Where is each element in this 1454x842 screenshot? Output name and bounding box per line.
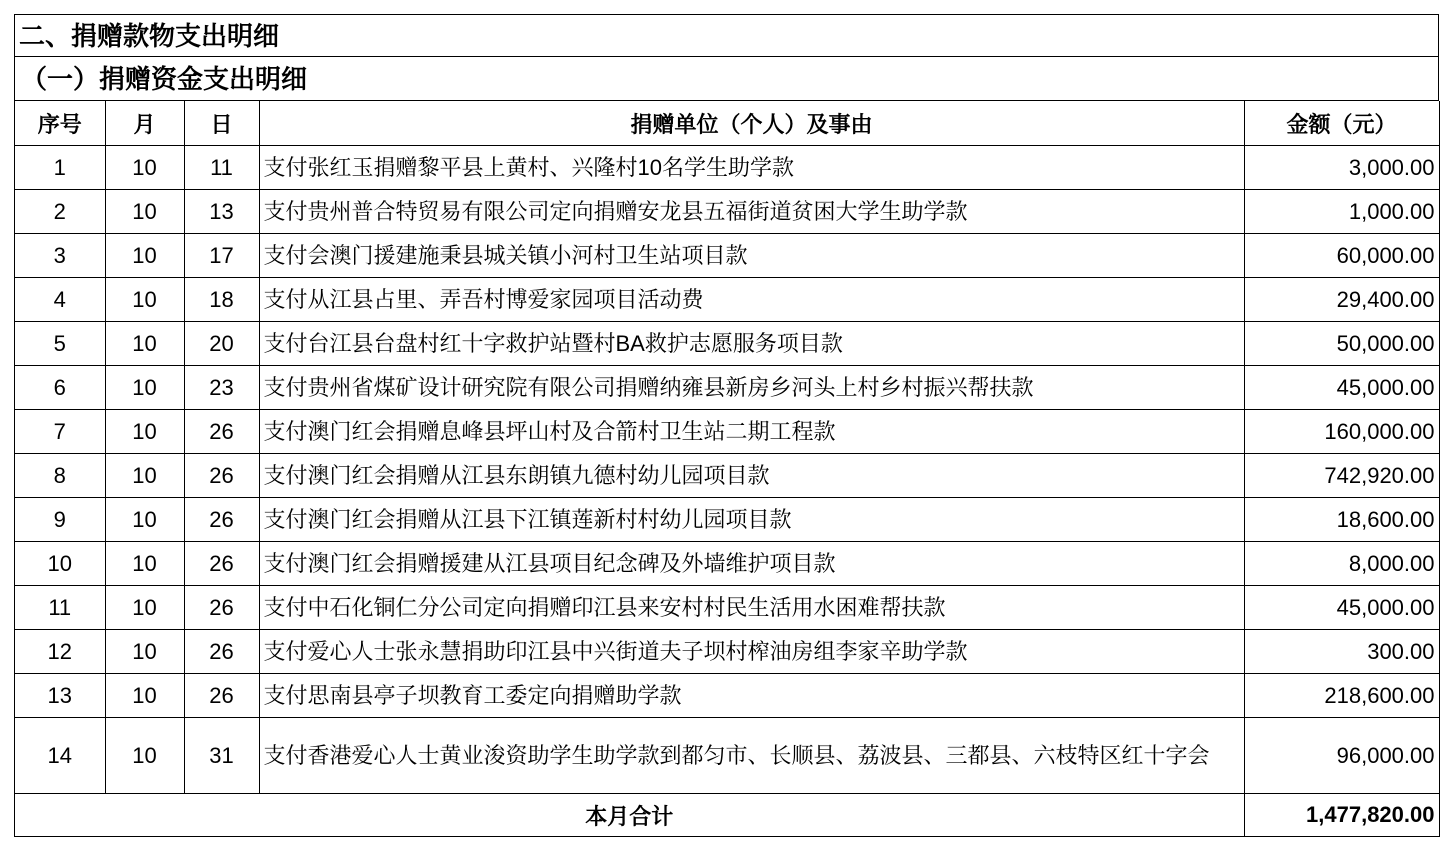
cell-seq: 10 — [15, 542, 105, 586]
cell-amount: 218,600.00 — [1244, 674, 1439, 718]
cell-month: 10 — [105, 146, 184, 190]
cell-day: 26 — [184, 454, 259, 498]
cell-seq: 9 — [15, 498, 105, 542]
cell-description: 支付中石化铜仁分公司定向捐赠印江县来安村村民生活用水困难帮扶款 — [259, 586, 1244, 630]
cell-day: 26 — [184, 542, 259, 586]
cell-description: 支付澳门红会捐赠从江县下江镇莲新村村幼儿园项目款 — [259, 498, 1244, 542]
table-row — [15, 322, 1439, 366]
table-body — [15, 146, 1439, 837]
cell-month: 10 — [105, 674, 184, 718]
cell-description: 支付台江县台盘村红十字救护站暨村BA救护志愿服务项目款 — [259, 322, 1244, 366]
table-row — [15, 454, 1439, 498]
cell-seq: 14 — [15, 718, 105, 794]
cell-month: 10 — [105, 718, 184, 794]
cell-day: 26 — [184, 498, 259, 542]
table-row — [15, 542, 1439, 586]
cell-amount: 3,000.00 — [1244, 146, 1439, 190]
cell-amount: 1,000.00 — [1244, 190, 1439, 234]
table-row — [15, 674, 1439, 718]
cell-description: 支付香港爱心人士黄业浚资助学生助学款到都匀市、长顺县、荔波县、三都县、六枝特区红十字会 — [259, 718, 1244, 794]
cell-month: 10 — [105, 278, 184, 322]
cell-amount: 45,000.00 — [1244, 586, 1439, 630]
table-row — [15, 278, 1439, 322]
cell-amount: 60,000.00 — [1244, 234, 1439, 278]
cell-description: 支付贵州普合特贸易有限公司定向捐赠安龙县五福街道贫困大学生助学款 — [259, 190, 1244, 234]
cell-month: 10 — [105, 322, 184, 366]
cell-amount: 29,400.00 — [1244, 278, 1439, 322]
cell-day: 13 — [184, 190, 259, 234]
cell-description: 支付澳门红会捐赠从江县东朗镇九德村幼儿园项目款 — [259, 454, 1244, 498]
header-seq: 序号 — [15, 101, 105, 146]
total-label: 本月合计 — [15, 794, 1244, 837]
table-row — [15, 718, 1439, 794]
cell-seq: 2 — [15, 190, 105, 234]
cell-month: 10 — [105, 586, 184, 630]
cell-day: 26 — [184, 410, 259, 454]
cell-seq: 11 — [15, 586, 105, 630]
section-title: 二、捐赠款物支出明细 — [15, 15, 1439, 57]
cell-seq: 7 — [15, 410, 105, 454]
table-row — [15, 234, 1439, 278]
cell-description: 支付澳门红会捐赠息峰县坪山村及合箭村卫生站二期工程款 — [259, 410, 1244, 454]
cell-month: 10 — [105, 410, 184, 454]
table-row — [15, 586, 1439, 630]
cell-description: 支付张红玉捐赠黎平县上黄村、兴隆村10名学生助学款 — [259, 146, 1244, 190]
table-row — [15, 410, 1439, 454]
cell-amount: 96,000.00 — [1244, 718, 1439, 794]
expense-table — [15, 101, 1440, 837]
total-row — [15, 794, 1439, 837]
header-row — [15, 101, 1439, 146]
cell-day: 23 — [184, 366, 259, 410]
cell-day: 26 — [184, 630, 259, 674]
header-description: 捐赠单位（个人）及事由 — [259, 101, 1244, 146]
cell-day: 18 — [184, 278, 259, 322]
total-amount: 1,477,820.00 — [1244, 794, 1439, 837]
cell-description: 支付澳门红会捐赠援建从江县项目纪念碑及外墙维护项目款 — [259, 542, 1244, 586]
cell-description: 支付思南县亭子坝教育工委定向捐赠助学款 — [259, 674, 1244, 718]
cell-seq: 13 — [15, 674, 105, 718]
header-amount: 金额（元） — [1244, 101, 1439, 146]
cell-amount: 742,920.00 — [1244, 454, 1439, 498]
cell-month: 10 — [105, 630, 184, 674]
cell-month: 10 — [105, 366, 184, 410]
cell-month: 10 — [105, 498, 184, 542]
expense-sheet — [14, 14, 1439, 837]
cell-seq: 3 — [15, 234, 105, 278]
cell-month: 10 — [105, 190, 184, 234]
cell-amount: 50,000.00 — [1244, 322, 1439, 366]
cell-day: 26 — [184, 586, 259, 630]
cell-seq: 8 — [15, 454, 105, 498]
cell-amount: 18,600.00 — [1244, 498, 1439, 542]
cell-day: 17 — [184, 234, 259, 278]
cell-day: 31 — [184, 718, 259, 794]
cell-description: 支付爱心人士张永慧捐助印江县中兴街道夫子坝村榨油房组李家辛助学款 — [259, 630, 1244, 674]
header-month: 月 — [105, 101, 184, 146]
cell-seq: 1 — [15, 146, 105, 190]
cell-day: 26 — [184, 674, 259, 718]
header-day: 日 — [184, 101, 259, 146]
table-row — [15, 498, 1439, 542]
cell-month: 10 — [105, 542, 184, 586]
cell-month: 10 — [105, 234, 184, 278]
cell-amount: 8,000.00 — [1244, 542, 1439, 586]
cell-day: 11 — [184, 146, 259, 190]
cell-description: 支付会澳门援建施秉县城关镇小河村卫生站项目款 — [259, 234, 1244, 278]
cell-day: 20 — [184, 322, 259, 366]
table-row — [15, 146, 1439, 190]
cell-seq: 5 — [15, 322, 105, 366]
cell-month: 10 — [105, 454, 184, 498]
table-row — [15, 366, 1439, 410]
table-row — [15, 190, 1439, 234]
subsection-title: （一）捐赠资金支出明细 — [15, 57, 1439, 101]
cell-amount: 300.00 — [1244, 630, 1439, 674]
cell-description: 支付贵州省煤矿设计研究院有限公司捐赠纳雍县新房乡河头上村乡村振兴帮扶款 — [259, 366, 1244, 410]
cell-seq: 12 — [15, 630, 105, 674]
table-row — [15, 630, 1439, 674]
cell-amount: 45,000.00 — [1244, 366, 1439, 410]
cell-seq: 4 — [15, 278, 105, 322]
cell-seq: 6 — [15, 366, 105, 410]
cell-description: 支付从江县占里、弄吾村博爱家园项目活动费 — [259, 278, 1244, 322]
cell-amount: 160,000.00 — [1244, 410, 1439, 454]
